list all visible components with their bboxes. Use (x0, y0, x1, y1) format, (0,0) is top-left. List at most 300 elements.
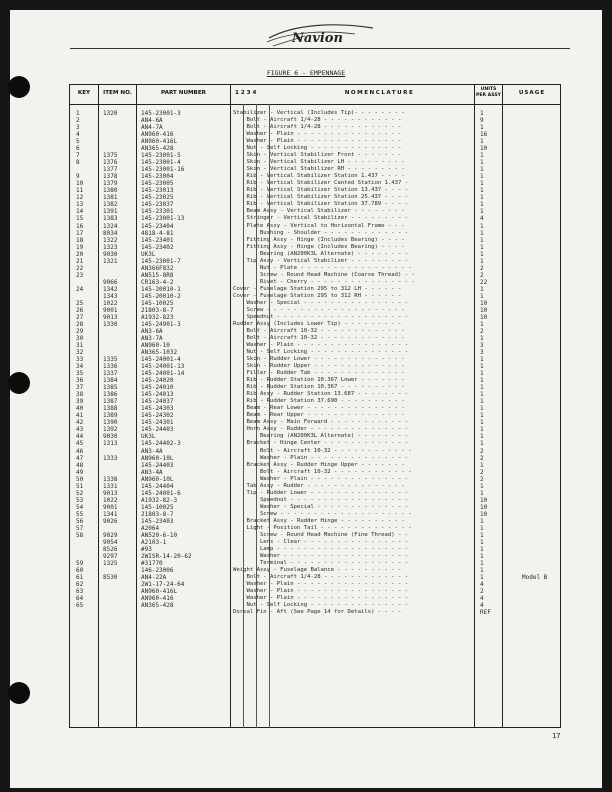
table-cell (522, 539, 547, 546)
table-cell: 9001 (103, 503, 118, 511)
table-cell: 1 (480, 124, 484, 132)
table-cell: 1376 (103, 159, 118, 167)
table-cell: 145-24013 (141, 391, 174, 399)
table-cell: 2 (480, 327, 484, 335)
table-cell (103, 328, 117, 335)
table-cell (522, 532, 547, 539)
table-cell: 16 (76, 222, 84, 230)
table-cell: 1 (480, 538, 484, 546)
table-cell (522, 398, 547, 405)
table-cell: 50 (76, 475, 84, 483)
table-cell: Lamp - - - - - - - - - - - - - - - - - - - - (233, 545, 409, 552)
table-cell: Filler - Rudder Tab - - - - - - - - - - - - - - (233, 370, 405, 377)
table-cell (522, 314, 547, 321)
table-cell: #93 (141, 545, 152, 553)
table-cell: 1380 (103, 187, 118, 195)
table-cell (522, 440, 547, 447)
table-cell: 14 (76, 208, 84, 216)
table-cell: Fitting Assy - Hinge (Includes Bearing) - - - - (233, 236, 405, 243)
table-cell: 29 (76, 327, 84, 335)
table-cell: 22 (76, 264, 84, 272)
table-cell: AN3-7A (141, 335, 163, 342)
header-units-per-assy: UNITS PER ASSY (476, 87, 501, 98)
table-cell: 1 (480, 412, 484, 420)
table-cell: 145-23402 (141, 243, 174, 251)
table-cell (522, 426, 547, 433)
table-cell: 1343 (103, 292, 118, 300)
table-cell: 19 (76, 243, 84, 251)
table-cell: 10 (480, 503, 488, 511)
table-cell (103, 131, 117, 138)
table-cell: 36 (76, 377, 84, 385)
table-cell: 1333 (103, 454, 118, 462)
table-cell: 1321 (103, 257, 118, 265)
table-cell: Dorsal Fin - Aft (See Page 14 for Details) - - - - (233, 609, 402, 616)
table-cell: A1932-82-3 (141, 496, 178, 504)
table-cell: #31770 (141, 560, 163, 567)
table-cell: REF (480, 609, 491, 617)
table-cell: 1375 (103, 152, 118, 160)
table-cell: 1 (480, 440, 484, 448)
table-cell: 9029 (103, 531, 118, 539)
table-cell: Skin - Rudder Lower - - - - - - - - - - - - - - (233, 356, 405, 363)
header-indent-levels: 1 2 3 4 (235, 90, 257, 96)
table-cell (103, 117, 117, 124)
table-cell: AN515-8R8 (141, 271, 174, 279)
table-cell: Skin - Rudder Upper - - - - - - - - - - - - - - (233, 363, 405, 370)
units-column (480, 110, 491, 616)
table-cell: 145-20010-2 (141, 292, 181, 300)
table-cell (522, 251, 547, 258)
table-cell: 1 (480, 166, 484, 174)
table-cell: 1 (480, 110, 484, 117)
table-cell: 4 (480, 595, 484, 603)
table-cell: 1 (480, 489, 484, 497)
table-cell: 145-23004 (141, 173, 174, 181)
table-cell: 145-23001-13 (141, 215, 185, 223)
column-divider (502, 84, 503, 728)
table-cell: 1382 (103, 201, 118, 209)
table-cell: Rivet - Cherry - - - - - - - - - - - - - - - - (233, 278, 415, 285)
table-cell (522, 187, 547, 194)
table-cell: 1336 (103, 363, 118, 371)
table-cell (103, 462, 117, 469)
table-cell (522, 405, 547, 412)
table-cell (522, 490, 547, 497)
header-key: KEY (77, 90, 91, 96)
table-cell (522, 356, 547, 363)
table-cell: 5 (76, 138, 80, 146)
table-cell: AN365-428 (141, 602, 174, 610)
table-cell: AN365-428 (141, 145, 174, 153)
table-cell: 145-23001-4 (141, 159, 181, 167)
table-cell (522, 138, 547, 145)
table-cell: Screw - Round Head Machine (Fine Thread) - - (233, 531, 409, 538)
table-cell: 25 (76, 299, 84, 307)
table-cell: 1 (480, 531, 484, 539)
table-cell: 61 (76, 574, 84, 582)
table-cell: 1313 (103, 440, 118, 448)
table-cell: 4 (480, 581, 484, 589)
table-cell: 1 (480, 356, 484, 364)
table-cell (76, 293, 83, 300)
table-cell: UK3L (141, 250, 156, 258)
table-cell: Bolt - Aircraft 10-32 - - - - - - - - - - - - (233, 447, 412, 454)
table-cell: 27 (76, 313, 84, 321)
table-cell: 42 (76, 419, 84, 427)
table-cell: 56 (76, 517, 84, 525)
key-column (76, 110, 83, 609)
table-cell: 34 (76, 363, 84, 371)
table-cell: 18 (76, 236, 84, 244)
table-cell (103, 525, 117, 532)
header-item-no: ITEM NO. (103, 90, 132, 96)
table-cell: 1392 (103, 426, 118, 434)
table-cell (522, 504, 547, 511)
table-cell: 10 (480, 145, 488, 153)
table-cell: AN4-7A (141, 124, 163, 132)
table-cell (522, 230, 547, 237)
table-cell: 145-10025 (141, 299, 174, 307)
table-cell: 2 (480, 447, 484, 455)
table-cell: 21803-8-7 (141, 510, 174, 518)
table-cell: AN960-416 (141, 595, 174, 603)
table-cell (522, 483, 547, 490)
table-cell (522, 476, 547, 483)
table-cell: 145-24402-3 (141, 440, 181, 448)
table-cell: 45 (76, 440, 84, 448)
table-cell (522, 349, 547, 356)
table-cell: 1 (480, 208, 484, 216)
table-cell: AN3-4A (141, 468, 163, 476)
table-cell (522, 412, 547, 419)
table-cell (522, 117, 547, 124)
table-cell: AN3-4A (141, 447, 163, 455)
table-cell: 1383 (103, 215, 118, 223)
table-cell: 1 (480, 560, 484, 567)
table-cell: 59 (76, 560, 84, 567)
table-cell: 1 (480, 524, 484, 532)
table-cell: 1 (480, 391, 484, 399)
table-cell: 8530 (103, 574, 118, 582)
table-cell (103, 567, 117, 574)
table-cell: Rib - Vertical Stabilizer Station 25.437 - - - - (233, 194, 409, 201)
table-cell (522, 363, 547, 370)
table-cell: 16 (480, 131, 488, 139)
table-cell: Washer - Plain - - - - - - - - - - - - - - - - - (233, 595, 409, 602)
table-cell: Nut - Self Locking - - - - - - - - - - - - - - (233, 145, 402, 152)
table-cell: 1 (480, 370, 484, 378)
table-cell (103, 272, 117, 279)
table-cell: Screw - - - - - - - - - - - - - - - - - - - - - (233, 306, 405, 313)
table-cell (522, 370, 547, 377)
table-cell: 145-24010 (141, 384, 174, 392)
table-cell: Beam - Rear Lower - - - - - - - - - - - - - - - (233, 405, 405, 412)
table-cell: 145-24303 (141, 405, 174, 413)
table-cell: 63 (76, 588, 84, 596)
table-cell: AN4-6A (141, 117, 163, 125)
table-cell: Nut - Self Locking - - - - - - - - - - - - - - - (233, 602, 409, 609)
table-cell: Rib - Rudder Station 10.367 Lower - - - - - - - (233, 377, 405, 384)
table-cell: Washer - - - - - - - - - - - - - - - - - - - (233, 552, 409, 559)
table-cell: Skin - Vertical Stabilizer Front - - - - - - - (233, 152, 402, 159)
table-cell: Bolt - Aircraft 10-32 - - - - - - - - - - - - - (233, 327, 405, 334)
table-cell: Screw - - - - - - - - - - - - - - - - - - - - (233, 510, 412, 517)
table-cell: Rib - Vertical Stabilizer Canted Station 1.437 - (233, 180, 409, 187)
table-cell: Rib - Vertical Stabilizer Station 37.789 - - - - (233, 201, 409, 208)
table-cell: Speednut - - - - - - - - - - - - - - - - - - - - (233, 313, 409, 320)
table-cell: 35 (76, 370, 84, 378)
table-cell (522, 286, 547, 293)
table-cell: 145-23301 (141, 208, 174, 216)
table-cell: 145-23005 (141, 180, 174, 188)
table-cell (522, 511, 547, 518)
table-cell (522, 201, 547, 208)
table-cell: 1 (480, 285, 484, 293)
table-cell: 1 (480, 419, 484, 427)
table-cell: 1 (480, 152, 484, 160)
table-cell: 57 (76, 524, 84, 532)
table-cell (522, 244, 547, 251)
table-cell: 60 (76, 567, 84, 575)
table-cell: 8034 (103, 229, 118, 237)
table-cell: 9066 (103, 278, 118, 286)
table-cell: Lens - Clear - - - - - - - - - - - - - - - - (233, 538, 409, 545)
table-cell: Beam - Rear Upper - - - - - - - - - - - - - - - (233, 412, 405, 419)
table-cell: Horn Assy - Rudder - - - - - - - - - - - - - - - (233, 426, 409, 433)
table-cell: 10 (480, 496, 488, 504)
table-cell: 21 (76, 257, 84, 265)
table-cell (522, 173, 547, 180)
table-cell: 10 (480, 313, 488, 321)
table-cell: 1335 (103, 356, 118, 364)
table-cell: 145-23037 (141, 201, 174, 209)
page-number: 17 (552, 732, 561, 740)
table-cell: 23 (76, 271, 84, 279)
table-cell: 1 (480, 433, 484, 441)
table-cell (522, 194, 547, 201)
binder-hole (8, 76, 30, 98)
table-cell (522, 525, 547, 532)
table-cell: 28 (76, 320, 84, 328)
table-cell (522, 237, 547, 244)
table-cell (76, 553, 83, 560)
table-cell: 26 (76, 306, 84, 314)
table-cell: 40 (76, 405, 84, 413)
table-cell (522, 384, 547, 391)
table-cell (522, 208, 547, 215)
table-cell (103, 342, 117, 349)
table-cell (103, 138, 117, 145)
table-cell: 145-23403 (141, 517, 174, 525)
table-cell: 9054 (103, 538, 118, 546)
table-cell (103, 448, 117, 455)
binder-hole (8, 682, 30, 704)
table-cell: 58 (76, 531, 84, 539)
nomenclature-column (233, 110, 415, 616)
table-cell (522, 433, 547, 440)
table-cell: 9001 (103, 306, 118, 314)
table-cell: Fitting Assy - Hinge (Includes Bearing) - - - - (233, 243, 405, 250)
table-cell (522, 124, 547, 131)
table-cell: 3 (480, 349, 484, 357)
table-cell: 48 (76, 461, 84, 469)
table-cell (522, 518, 547, 525)
table-cell (522, 265, 547, 272)
table-cell: Cover - Fuselage Station 295 to 312 LH - - - - - - (233, 285, 402, 292)
table-cell: AN365-1032 (141, 349, 178, 357)
table-cell: Washer - Special - - - - - - - - - - - - - - (233, 503, 409, 510)
table-cell: 31 (76, 342, 84, 350)
table-cell (76, 166, 83, 173)
table-cell: 145-24403 (141, 426, 174, 434)
table-cell: 1022 (103, 496, 118, 504)
table-cell (522, 152, 547, 159)
table-cell: 1 (480, 194, 484, 202)
table-cell: 1391 (103, 208, 118, 216)
column-divider (136, 84, 137, 728)
table-cell: Light - Position Tail - - - - - - - - - - - - - - (233, 524, 412, 531)
table-cell (522, 159, 547, 166)
table-cell: 9030 (103, 250, 118, 258)
table-cell: Tip - Rudder Lower - - - - - - - - - - - - - - - (233, 489, 409, 496)
table-cell (522, 272, 547, 279)
table-cell (522, 110, 547, 117)
table-cell: Model B (522, 574, 548, 582)
table-cell: 9 (76, 173, 80, 181)
table-cell: 1 (480, 552, 484, 560)
table-cell: 1 (480, 482, 484, 490)
table-cell: Screw - Round Head Machine (Coarse Thread) - - (233, 271, 415, 278)
header-nomenclature: NOMENCLATURE (344, 90, 415, 96)
table-cell: Washer - Special - - - - - - - - - - - - - - - - (233, 299, 409, 306)
table-cell: 7 (76, 152, 80, 160)
table-cell: AN4-22A (141, 574, 167, 582)
table-cell: 2 (76, 117, 80, 125)
table-cell: 2 (480, 454, 484, 462)
table-cell: 38 (76, 391, 84, 399)
table-cell: 17 (76, 229, 84, 237)
table-cell: 145-23001-16 (141, 166, 185, 174)
table-cell: 1 (480, 229, 484, 237)
table-cell (522, 342, 547, 349)
table-cell (522, 391, 547, 398)
table-cell (522, 131, 547, 138)
table-cell: 1381 (103, 194, 118, 202)
table-cell: 43 (76, 426, 84, 434)
table-cell: Rib - Vertical Stabilizer Station 1.437 - - - - (233, 173, 405, 180)
table-cell: 46 (76, 447, 84, 455)
table-cell: AN960-416L (141, 588, 178, 596)
table-cell (103, 349, 117, 356)
table-cell: Bushing - Shoulder - - - - - - - - - - - - - (233, 229, 409, 236)
table-cell (103, 145, 117, 152)
table-cell: Rib - Rudder Station 10.367 - - - - - - - - - - (233, 384, 405, 391)
table-cell: 1320 (103, 110, 118, 117)
table-cell: 1325 (103, 560, 118, 567)
table-cell: 1324 (103, 222, 118, 230)
table-cell (103, 469, 117, 476)
table-cell: 44 (76, 433, 84, 441)
table-cell: 1 (480, 180, 484, 188)
table-cell: 145-24001-6 (141, 489, 181, 497)
table-cell: 2WISR-14-20-62 (141, 552, 192, 560)
table-cell: 32 (76, 349, 84, 357)
table-cell: 145-10025 (141, 503, 174, 511)
table-cell: 145-23001-5 (141, 152, 181, 160)
table-cell: 1 (480, 236, 484, 244)
table-cell: Beam Assy - Vertical Stabilizer - - - - - - - - (233, 208, 405, 215)
table-cell (522, 567, 547, 574)
table-cell: 8 (76, 159, 80, 167)
table-cell: Terminal - - - - - - - - - - - - - - - - - - (233, 560, 409, 566)
table-cell: AN3-6A (141, 327, 163, 335)
table-cell: 1 (480, 201, 484, 209)
table-cell: 37 (76, 384, 84, 392)
table-cell: Skin - Vertical Stabilizer RH - - - - - - - - - (233, 166, 405, 173)
table-cell: 145-23001-3 (141, 110, 181, 117)
table-cell: 4818-4-81 (141, 229, 174, 237)
table-cell: 1 (76, 110, 80, 117)
table-cell: Bearing (AN200K3L Alternate) - - - - - - - - (233, 250, 409, 257)
table-cell (103, 265, 117, 272)
table-cell: 9026 (103, 517, 118, 525)
table-cell: 53 (76, 496, 84, 504)
table-cell: 1 (480, 545, 484, 553)
table-cell: 1385 (103, 384, 118, 392)
table-cell: 1 (480, 292, 484, 300)
table-cell (522, 180, 547, 187)
table-cell: AN520-6-10 (141, 531, 178, 539)
table-cell: 1323 (103, 243, 118, 251)
table-cell: Tip Assy - Vertical Stabilizer - - - - - - - - - (233, 257, 409, 264)
table-cell: 1322 (103, 236, 118, 244)
table-cell (522, 321, 547, 328)
table-cell: Weight Assy - Fuselage Balance - - - - - - - - - - (233, 567, 402, 574)
table-cell: 145-24302 (141, 412, 174, 420)
table-cell: Plate Assy - Vertical to Horizontal Frame - - - (233, 222, 405, 229)
table-cell: 1 (480, 384, 484, 392)
table-cell: 39 (76, 398, 84, 406)
table-cell: 13 (76, 201, 84, 209)
table-cell: Stabilizer - Vertical (Includes Tip)- - - - - - - - (233, 110, 405, 116)
table-cell: 145-24901-3 (141, 320, 181, 328)
table-cell: 145-24020 (141, 377, 174, 385)
table-cell: 1386 (103, 391, 118, 399)
table-cell: Skin - Vertical Stabilizer LH - - - - - - - - - (233, 159, 405, 166)
table-cell: 4 (480, 215, 484, 223)
table-cell (522, 145, 547, 152)
table-cell: Bolt - Aircraft 1/4-28 - - - - - - - - - - - - (233, 117, 402, 124)
header-usage: USAGE (518, 90, 546, 96)
table-cell: 145-24301 (141, 419, 174, 427)
table-cell: 9 (480, 117, 484, 125)
table-cell: 49 (76, 468, 84, 476)
table-cell: 1 (480, 405, 484, 413)
table-cell (522, 560, 547, 567)
table-cell: 47 (76, 454, 84, 462)
table-cell: 1 (480, 567, 484, 575)
table-cell: 1 (480, 461, 484, 469)
table-cell: 1389 (103, 412, 118, 420)
table-cell: 1378 (103, 173, 118, 181)
table-cell: 1 (480, 398, 484, 406)
table-cell: 9297 (103, 552, 118, 560)
table-cell: 1 (480, 173, 484, 181)
table-cell: 1 (480, 257, 484, 265)
table-cell: 145-24001-14 (141, 370, 185, 378)
part-number-column (141, 110, 192, 609)
